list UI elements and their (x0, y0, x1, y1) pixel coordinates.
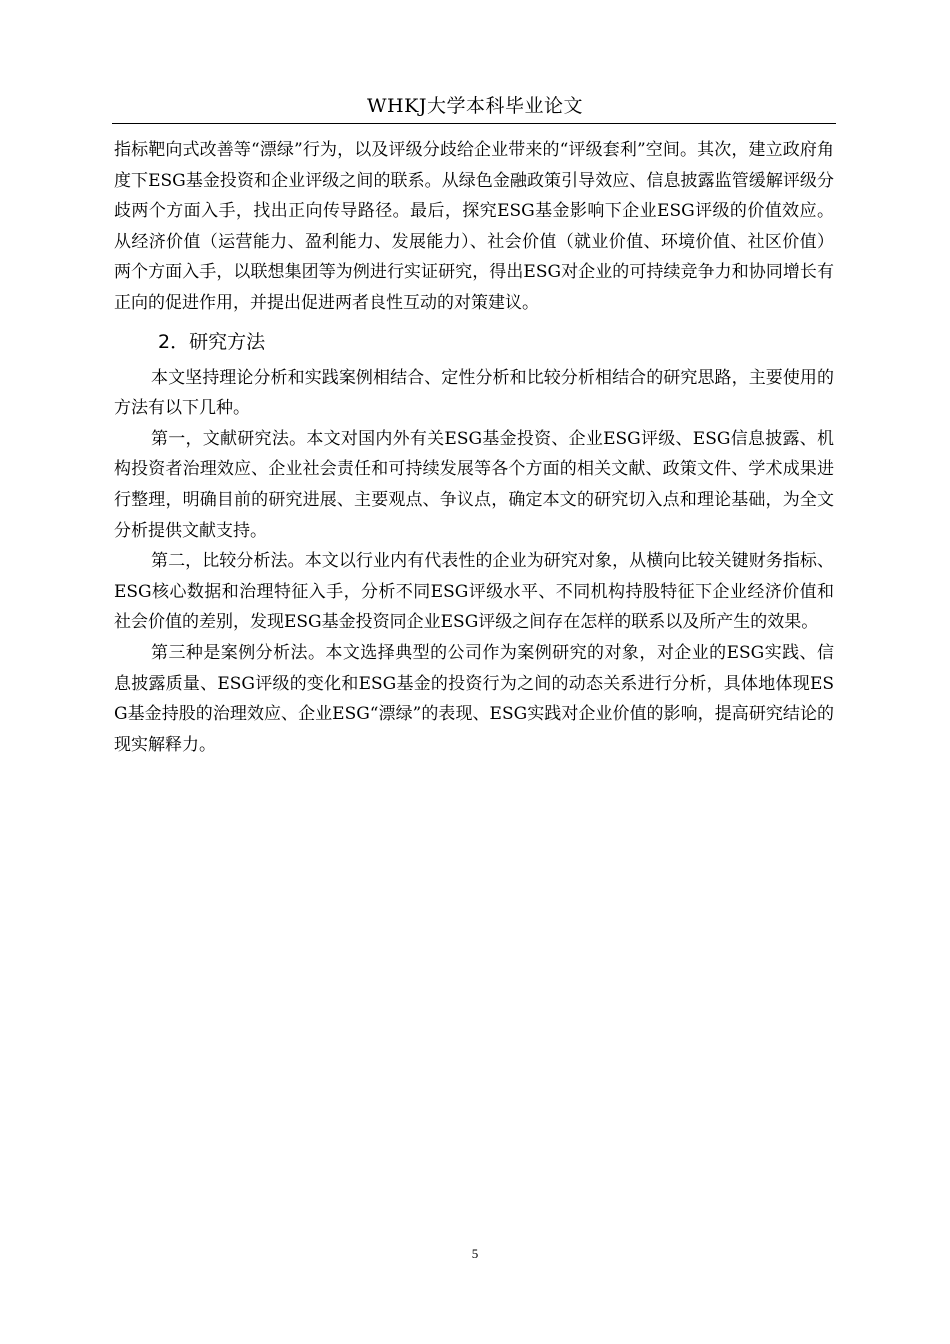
paragraph-case-method: 第三种是案例分析法。本文选择典型的公司作为案例研究的对象，对企业的ESG实践、信息披露质量、ESG评级的变化和ESG基金的投资行为之间的动态关系进行分析，具体地体现ESG基金持股的治理效应、企业ESG“漂绿”的表现、ESG实践对企业价值的影响，提高研究结论的现实解释力。 (114, 642, 834, 755)
paragraph-continued: 指标靶向式改善等“漂绿”行为，以及评级分歧给企业带来的“评级套利”空间。其次，建立政府角度下ESG基金投资和企业评级之间的联系。从绿色金融政策引导效应、信息披露监管缓解评级分歧两个方面入手，找出正向传导路径。最后，探究ESG基金影响下企业ESG评级的价值效应。从经济价值（运营能力、盈利能力、发展能力）、社会价值（就业价值、环境价值、社区价值）两个方面入手，以联想集团等为例进行实证研究，得出ESG对企业的可持续竞争力和协同增长有正向的促进作用，并提出促进两者良性互动的对策建议。 (114, 140, 834, 313)
page-number: 5 (471, 1246, 479, 1261)
section-heading: 2．研究方法 (158, 330, 266, 353)
body-text (114, 135, 834, 760)
paragraph-comparative-method: 第二，比较分析法。本文以行业内有代表性的企业为研究对象，从横向比较关键财务指标、ESG核心数据和治理特征入手，分析不同ESG评级水平、不同机构持股特征下企业经济价值和社会价值的差别，发现ESG基金投资同企业ESG评级之间存在怎样的联系以及所产生的效果。 (114, 551, 834, 633)
paragraph-literature-method: 第一，文献研究法。本文对国内外有关ESG基金投资、企业ESG评级、ESG信息披露、机构投资者治理效应、企业社会责任和可持续发展等各个方面的相关文献、政策文件、学术成果进行整理，明确目前的研究进展、主要观点、争议点，确定本文的研究切入点和理论基础，为全文分析提供文献支持。 (114, 428, 834, 541)
paragraph-intro: 本文坚持理论分析和实践案例相结合、定性分析和比较分析相结合的研究思路，主要使用的方法有以下几种。 (114, 367, 834, 419)
running-header: WHKJ大学本科毕业论文 (367, 95, 583, 117)
header-rule (112, 123, 836, 124)
